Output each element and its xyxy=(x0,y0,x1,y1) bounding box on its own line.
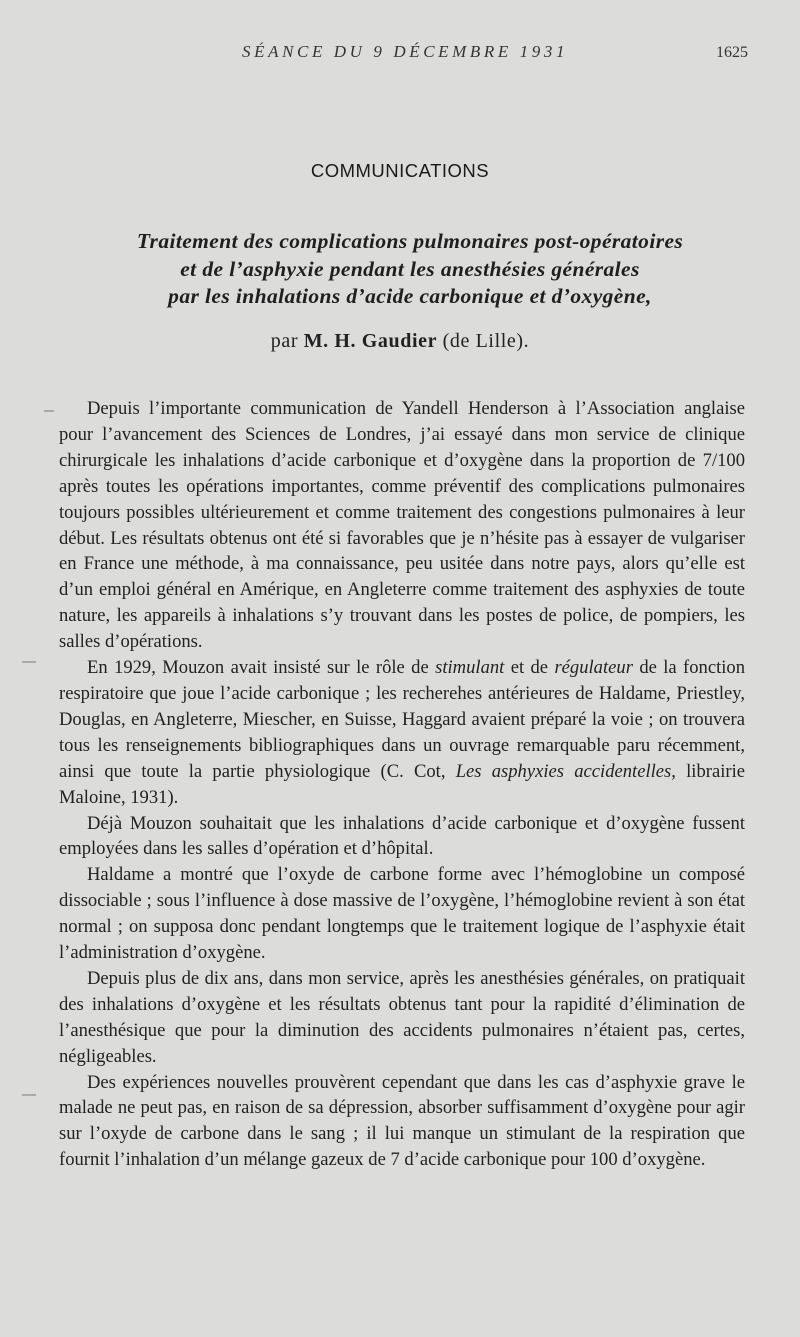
article-title-line: Traitement des complications pulmonaires post-opératoires xyxy=(136,229,684,253)
article-title-line: et de l’asphyxie pendant les anesthésies générales xyxy=(180,256,640,281)
author-name: M. H. Gaudier xyxy=(303,330,438,352)
text-run: En 1929, Mouzon avait insisté sur le rôle de xyxy=(87,657,436,679)
margin-mark xyxy=(22,1094,36,1096)
article-title xyxy=(40,228,780,311)
section-heading: COMMUNICATIONS xyxy=(310,160,490,181)
italic-term: stimulant xyxy=(435,657,505,679)
byline xyxy=(0,330,800,353)
running-header xyxy=(0,42,800,66)
paragraph: Des expériences nouvelles prouvèrent cependant que dans les cas d’asphyxie grave le malade ne peut pas, en raison de sa dépression, absorber suffisamment d’oxygène pour agir sur l’oxyde de carbone dans le sang ; il lui manque un stimulant de la respiration que fournit l’inhalation d’un mélange gazeux de 7 d’acide carbonique pour 100 d’oxygène. xyxy=(59,1071,745,1171)
italic-term: régulateur xyxy=(554,657,633,679)
text-run: de la fonction respiratoire que joue l’acide carbonique ; les recherehes antérieures de Haldame, Priestley, Douglas, en Angleterre, Miescher, en Suisse, Haggard avaient préparé la voie ; on trouvera tous les renseignements bibliographiques dans un ouvrage remarquable paru récemment, ainsi que toute la partie physiologique (C. Cot, xyxy=(59,657,745,782)
paragraph: Haldame a montré que l’oxyde de carbone forme avec l’hémoglobine un composé dissociable ; sous l’influence à dose massive de l’oxygène, l’hémoglobine revient à son état normal ; on supposa donc pendant longtemps que le traitement logique de l’asphyxie était l’administration d’oxygène. xyxy=(59,864,745,964)
paragraph: Depuis plus de dix ans, dans mon service, après les anesthésies générales, on pratiquait des inhalations d’oxygène et les résultats obtenus tant pour la rapidité d’élimination de l’anesthésique que pour la diminution des accidents pulmonaires n’étaient pas, certes, négligeables. xyxy=(59,967,745,1067)
text-run: et de xyxy=(504,657,555,679)
text-run: , librairie Maloine, 1931). xyxy=(59,760,745,808)
article-title-line: par les inhalations d’acide carbonique et d’oxygène, xyxy=(168,284,652,308)
paragraph: Depuis l’importante communication de Yandell Henderson à l’Association anglaise pour l’avancement des Sciences de Londres, j’ai essayé dans mon service de clinique chirurgicale les inhalations d’acide carbonique et d’oxygène dans la proportion de 7/100 après toutes les opérations importantes, comme préventif des complications pulmonaires toujours possibles ultérieurement et comme traitement des congestions pulmonaires à leur début. Les résultats obtenus ont été si favorables que je n’hésite pas à essayer de vulgariser en France une méthode, à ma connaissance, peu usitée dans notre pays, alors qu’elle est d’un emploi général en Amérique, en Angleterre comme traitement des asphyxies de toute nature, les appareils à inhalations s’y trouvant dans les postes de police, de pompiers, les salles d’opérations. xyxy=(59,398,745,653)
page-number: 1625 xyxy=(716,44,748,61)
byline-prefix: par xyxy=(270,330,304,352)
book-title: Les asphyxies accidentelles xyxy=(455,760,672,782)
margin-mark xyxy=(22,661,36,663)
article-body xyxy=(59,396,745,1173)
running-title: SÉANCE DU 9 DÉCEMBRE 1931 xyxy=(242,42,569,61)
byline-affiliation: (de Lille). xyxy=(437,330,530,352)
paragraph: Déjà Mouzon souhaitait que les inhalations d’acide carbonique et d’oxygène fussent employées dans les salles d’opération et d’hôpital. xyxy=(59,812,745,860)
margin-mark xyxy=(44,410,54,412)
paragraph xyxy=(59,655,745,810)
